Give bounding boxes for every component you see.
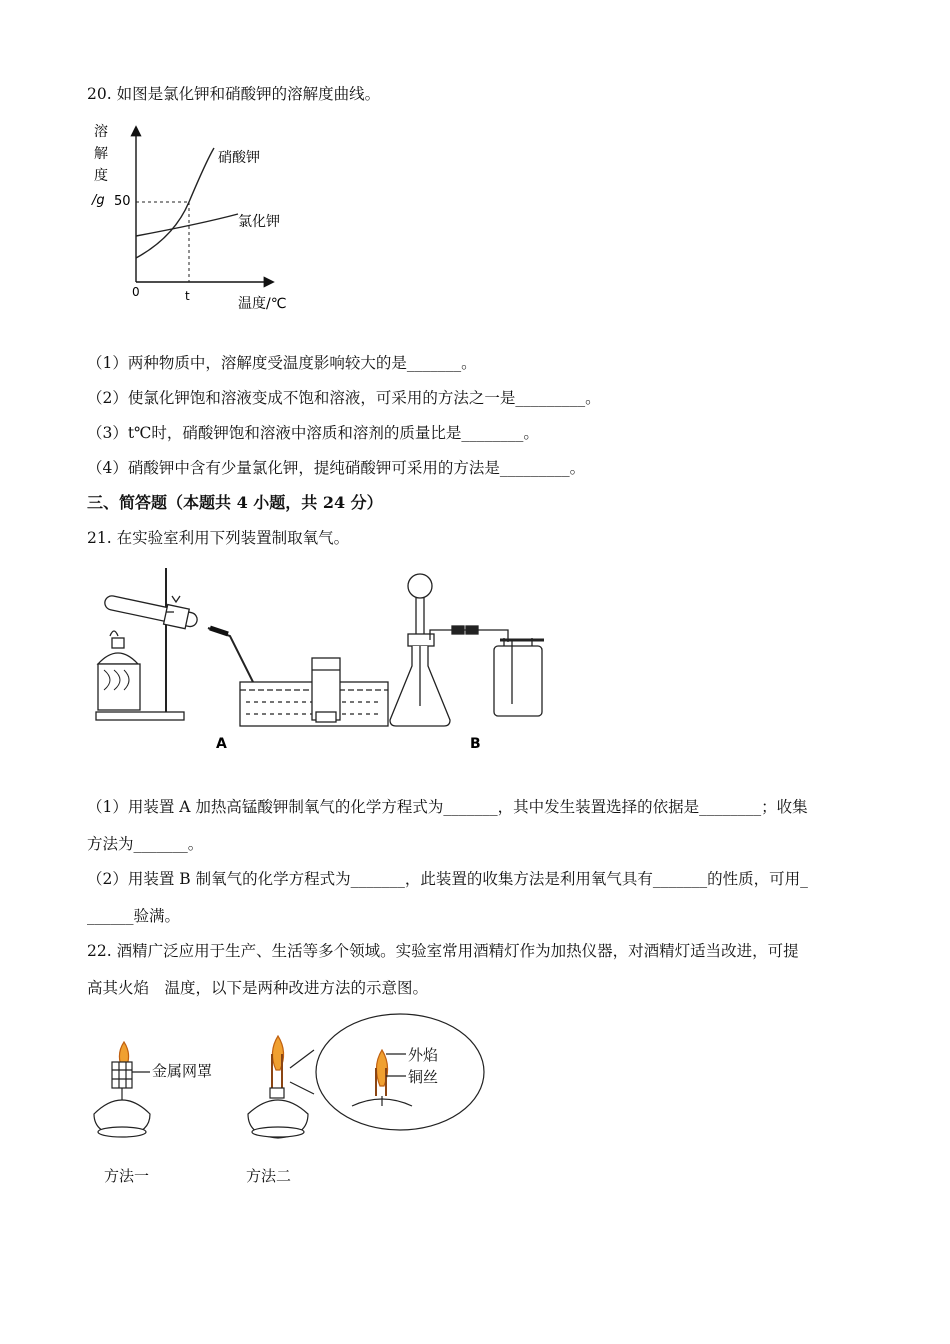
q21-sub2-line1: （2）用装置 B 制氧气的化学方程式为_______，此装置的收集方法是利用氧气具有_______的性质，可用_ [87,870,808,888]
apparatus-b [390,574,544,726]
q21-apparatus [90,566,560,756]
q21-stem: 21. 在实验室利用下列装置制取氧气。 [87,529,350,547]
ylabel-3: 度 [94,168,108,184]
q20-sub3: （3）t℃时，硝酸钾饱和溶液中溶质和溶剂的质量比是________。 [87,424,539,442]
solubility-chart [88,118,308,318]
label-copper-wire: 铜丝 [408,1068,439,1086]
x-tick-t: t [185,289,190,303]
method2-lamp [248,1014,484,1138]
label-a: A [216,736,227,752]
label-outer-flame: 外焰 [408,1046,439,1064]
q22-lamp-figure [86,1010,496,1190]
ylabel-2: 解 [94,146,108,162]
q20-sub1: （1）两种物质中，溶解度受温度影响较大的是_______。 [87,354,477,372]
section3-title: 三、简答题（本题共 4 小题，共 24 分） [87,493,383,512]
label-method2: 方法二 [246,1167,292,1185]
q22-line2: 高其火焰 温度，以下是两种改进方法的示意图。 [87,979,429,997]
q20-sub2: （2）使氯化钾饱和溶液变成不饱和溶液，可采用的方法之一是_________。 [87,389,601,407]
y-tick-50: 50 [114,194,131,209]
kcl-curve [136,214,238,236]
apparatus-a [96,568,388,726]
ylabel-1: 溶 [94,124,108,140]
q22-line1: 22. 酒精广泛应用于生产、生活等多个领域。实验室常用酒精灯作为加热仪器，对酒精灯适当改进，可提 [87,942,799,960]
q20-stem: 20. 如图是氯化钾和硝酸钾的溶解度曲线。 [87,85,381,103]
label-b: B [470,736,481,752]
lamp-svg [86,1010,496,1190]
series-kcl-label: 氯化钾 [238,214,280,230]
q21-sub1-line2: 方法为_______。 [87,835,204,853]
kno3-curve [136,148,214,258]
q21-sub2-line2: ______验满。 [87,907,181,925]
ylabel-4: /g [92,193,105,208]
method1-lamp [94,1042,150,1137]
label-metal-mesh: 金属网罩 [152,1062,213,1080]
apparatus-svg [90,566,560,756]
q20-sub4: （4）硝酸钾中含有少量氯化钾，提纯硝酸钾可采用的方法是_________。 [87,459,586,477]
solubility-chart-svg [88,118,308,318]
label-method1: 方法一 [104,1167,150,1185]
q21-sub1-line1: （1）用装置 A 加热高锰酸钾制氧气的化学方程式为_______，其中发生装置选择的依据是________；收集 [87,798,808,816]
x-axis-label: 温度/℃ [238,296,287,312]
series-kno3-label: 硝酸钾 [218,150,260,166]
origin-label: 0 [132,285,140,299]
